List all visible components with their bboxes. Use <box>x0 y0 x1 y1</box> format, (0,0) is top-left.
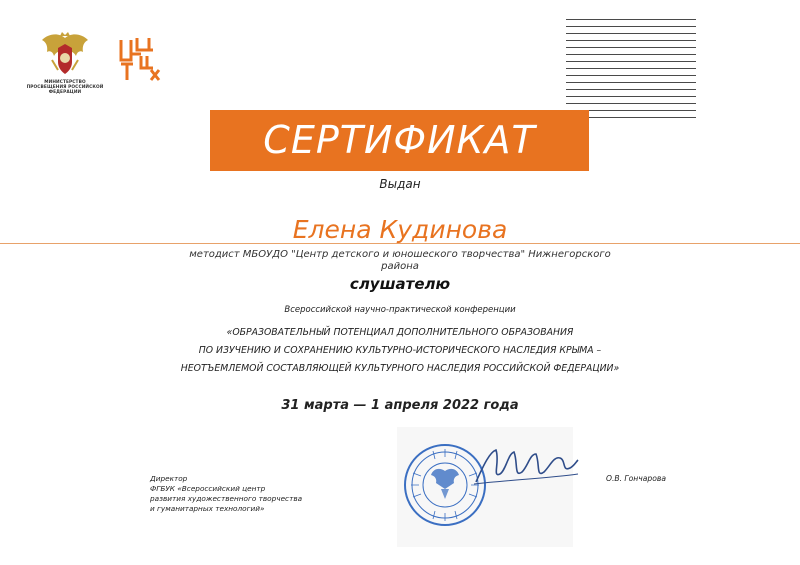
issued-label: Выдан <box>379 177 421 191</box>
recipient-role: слушателю <box>349 275 451 293</box>
conference-dates: 31 марта — 1 апреля 2022 года <box>281 398 519 413</box>
signatory-title <box>150 474 350 514</box>
russia-coat-of-arms-icon <box>38 30 92 78</box>
conference-type: Всероссийской научно-практической конференции <box>284 305 516 315</box>
recipient-name: Елена Кудинова <box>292 215 508 244</box>
decorative-stripes <box>566 19 696 123</box>
conference-title-line: ПО ИЗУЧЕНИЮ И СОХРАНЕНИЮ КУЛЬТУРНО-ИСТОРИЧЕСКОГО НАСЛЕДИЯ КРЫМА – <box>198 345 602 356</box>
signatory-title-line: ФГБУК «Всероссийский центр <box>150 484 266 493</box>
signature-icon <box>470 444 580 490</box>
certificate-title: СЕРТИФИКАТ <box>263 118 536 162</box>
signatory-name: О.В. Гончарова <box>606 474 667 483</box>
signatory-title-line: Директор <box>150 474 188 483</box>
cdt-logo-icon <box>117 34 161 84</box>
conference-title-line: «ОБРАЗОВАТЕЛЬНЫЙ ПОТЕНЦИАЛ ДОПОЛНИТЕЛЬНОГО ОБРАЗОВАНИЯ <box>226 327 574 338</box>
signatory-title-line: развития художественного творчества <box>150 494 303 503</box>
signatory-title-line: и гуманитарных технологий» <box>150 504 265 513</box>
recipient-position: методист МБОУДО "Центр детского и юношеского творчества" Нижнегорского района <box>189 249 611 272</box>
conference-title-line: НЕОТЪЕМЛЕМОЙ СОСТАВЛЯЮЩЕЙ КУЛЬТУРНОГО НАСЛЕДИЯ РОССИЙСКОЙ ФЕДЕРАЦИИ» <box>180 363 620 374</box>
ministry-label: МИНИСТЕРСТВО ПРОСВЕЩЕНИЯ РОССИЙСКОЙ ФЕДЕРАЦИИ <box>26 80 104 96</box>
